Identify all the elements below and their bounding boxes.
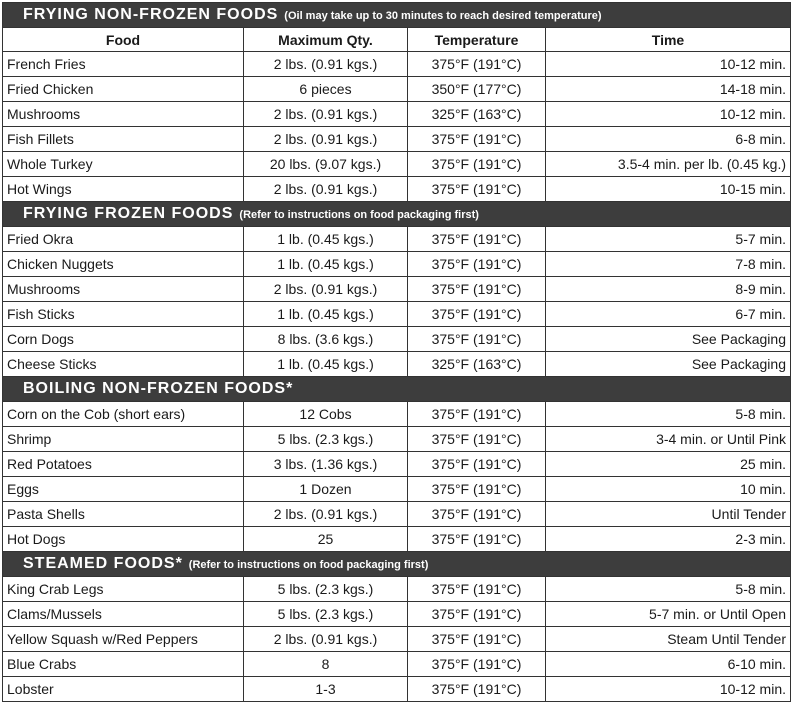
table-row	[3, 127, 791, 152]
table-row	[3, 102, 791, 127]
column-header-temp: Temperature	[408, 28, 546, 52]
time-cell: 14-18 min.	[546, 77, 791, 102]
quantity-cell: 1 lb. (0.45 kgs.)	[244, 252, 408, 277]
table-row	[3, 502, 791, 527]
food-cell: Yellow Squash w/Red Peppers	[3, 627, 244, 652]
table-row	[3, 77, 791, 102]
table-row	[3, 177, 791, 202]
food-cell: Cheese Sticks	[3, 352, 244, 377]
temperature-cell: 375°F (191°C)	[408, 302, 546, 327]
temperature-cell: 375°F (191°C)	[408, 327, 546, 352]
temperature-cell: 375°F (191°C)	[408, 502, 546, 527]
food-cell: Whole Turkey	[3, 152, 244, 177]
temperature-cell: 375°F (191°C)	[408, 602, 546, 627]
table-row	[3, 677, 791, 702]
quantity-cell: 2 lbs. (0.91 kgs.)	[244, 277, 408, 302]
quantity-cell: 2 lbs. (0.91 kgs.)	[244, 102, 408, 127]
food-cell: Lobster	[3, 677, 244, 702]
table-row	[3, 277, 791, 302]
time-cell: See Packaging	[546, 327, 791, 352]
quantity-cell: 1 Dozen	[244, 477, 408, 502]
temperature-cell: 375°F (191°C)	[408, 127, 546, 152]
quantity-cell: 2 lbs. (0.91 kgs.)	[244, 627, 408, 652]
food-cell: Pasta Shells	[3, 502, 244, 527]
table-row	[3, 327, 791, 352]
table-row	[3, 252, 791, 277]
table-row	[3, 477, 791, 502]
quantity-cell: 5 lbs. (2.3 kgs.)	[244, 577, 408, 602]
time-cell: 3-4 min. or Until Pink	[546, 427, 791, 452]
time-cell: 10-12 min.	[546, 677, 791, 702]
food-cell: Mushrooms	[3, 277, 244, 302]
table-row	[3, 402, 791, 427]
food-cell: Corn Dogs	[3, 327, 244, 352]
table-row	[3, 452, 791, 477]
cooking-chart-table	[2, 2, 791, 702]
temperature-cell: 375°F (191°C)	[408, 252, 546, 277]
food-cell: King Crab Legs	[3, 577, 244, 602]
quantity-cell: 1 lb. (0.45 kgs.)	[244, 352, 408, 377]
time-cell: 6-7 min.	[546, 302, 791, 327]
column-header-food: Food	[3, 28, 244, 52]
table-row	[3, 627, 791, 652]
temperature-cell: 375°F (191°C)	[408, 177, 546, 202]
table-row	[3, 302, 791, 327]
quantity-cell: 1-3	[244, 677, 408, 702]
section-title: STEAMED FOODS*	[23, 555, 183, 572]
food-cell: Clams/Mussels	[3, 602, 244, 627]
temperature-cell: 375°F (191°C)	[408, 477, 546, 502]
food-cell: Mushrooms	[3, 102, 244, 127]
food-cell: Chicken Nuggets	[3, 252, 244, 277]
section-note: (Refer to instructions on food packaging first)	[188, 559, 429, 571]
time-cell: 5-7 min. or Until Open	[546, 602, 791, 627]
section-title: FRYING FROZEN FOODS	[23, 205, 234, 222]
table-row	[3, 652, 791, 677]
section-cell	[3, 377, 791, 402]
temperature-cell: 325°F (163°C)	[408, 352, 546, 377]
quantity-cell: 3 lbs. (1.36 kgs.)	[244, 452, 408, 477]
quantity-cell: 2 lbs. (0.91 kgs.)	[244, 177, 408, 202]
column-header-row	[3, 28, 791, 52]
time-cell: 2-3 min.	[546, 527, 791, 552]
food-cell: Shrimp	[3, 427, 244, 452]
time-cell: 7-8 min.	[546, 252, 791, 277]
section-cell	[3, 3, 791, 28]
section-header-frying-non-frozen	[3, 3, 791, 28]
section-title: BOILING NON-FROZEN FOODS*	[23, 380, 294, 397]
time-cell: 6-10 min.	[546, 652, 791, 677]
time-cell: 10-12 min.	[546, 102, 791, 127]
food-cell: Fried Chicken	[3, 77, 244, 102]
column-header-qty: Maximum Qty.	[244, 28, 408, 52]
time-cell: 3.5-4 min. per lb. (0.45 kg.)	[546, 152, 791, 177]
cooking-chart-body	[3, 3, 791, 702]
temperature-cell: 375°F (191°C)	[408, 227, 546, 252]
quantity-cell: 5 lbs. (2.3 kgs.)	[244, 602, 408, 627]
table-row	[3, 577, 791, 602]
table-row	[3, 152, 791, 177]
food-cell: Fish Fillets	[3, 127, 244, 152]
quantity-cell: 5 lbs. (2.3 kgs.)	[244, 427, 408, 452]
section-note: (Oil may take up to 30 minutes to reach desired temperature)	[284, 10, 602, 22]
time-cell: Until Tender	[546, 502, 791, 527]
column-header-time: Time	[546, 28, 791, 52]
table-row	[3, 527, 791, 552]
food-cell: Corn on the Cob (short ears)	[3, 402, 244, 427]
food-cell: Eggs	[3, 477, 244, 502]
time-cell: 6-8 min.	[546, 127, 791, 152]
temperature-cell: 325°F (163°C)	[408, 102, 546, 127]
temperature-cell: 375°F (191°C)	[408, 402, 546, 427]
quantity-cell: 20 lbs. (9.07 kgs.)	[244, 152, 408, 177]
quantity-cell: 1 lb. (0.45 kgs.)	[244, 227, 408, 252]
time-cell: 8-9 min.	[546, 277, 791, 302]
time-cell: Steam Until Tender	[546, 627, 791, 652]
section-cell	[3, 202, 791, 227]
food-cell: French Fries	[3, 52, 244, 77]
food-cell: Hot Wings	[3, 177, 244, 202]
quantity-cell: 8 lbs. (3.6 kgs.)	[244, 327, 408, 352]
time-cell: 25 min.	[546, 452, 791, 477]
temperature-cell: 375°F (191°C)	[408, 527, 546, 552]
temperature-cell: 350°F (177°C)	[408, 77, 546, 102]
section-header-frying-frozen	[3, 202, 791, 227]
section-cell	[3, 552, 791, 577]
time-cell: 10-12 min.	[546, 52, 791, 77]
food-cell: Hot Dogs	[3, 527, 244, 552]
table-row	[3, 227, 791, 252]
quantity-cell: 6 pieces	[244, 77, 408, 102]
time-cell: See Packaging	[546, 352, 791, 377]
quantity-cell: 2 lbs. (0.91 kgs.)	[244, 52, 408, 77]
food-cell: Fried Okra	[3, 227, 244, 252]
quantity-cell: 8	[244, 652, 408, 677]
temperature-cell: 375°F (191°C)	[408, 427, 546, 452]
table-row	[3, 52, 791, 77]
section-header-boiling-non-frozen	[3, 377, 791, 402]
temperature-cell: 375°F (191°C)	[408, 677, 546, 702]
time-cell: 10 min.	[546, 477, 791, 502]
temperature-cell: 375°F (191°C)	[408, 52, 546, 77]
temperature-cell: 375°F (191°C)	[408, 627, 546, 652]
food-cell: Red Potatoes	[3, 452, 244, 477]
time-cell: 5-7 min.	[546, 227, 791, 252]
section-header-steamed	[3, 552, 791, 577]
time-cell: 5-8 min.	[546, 577, 791, 602]
table-row	[3, 427, 791, 452]
temperature-cell: 375°F (191°C)	[408, 577, 546, 602]
quantity-cell: 25	[244, 527, 408, 552]
quantity-cell: 12 Cobs	[244, 402, 408, 427]
temperature-cell: 375°F (191°C)	[408, 652, 546, 677]
temperature-cell: 375°F (191°C)	[408, 277, 546, 302]
table-row	[3, 602, 791, 627]
table-row	[3, 352, 791, 377]
food-cell: Blue Crabs	[3, 652, 244, 677]
quantity-cell: 1 lb. (0.45 kgs.)	[244, 302, 408, 327]
time-cell: 5-8 min.	[546, 402, 791, 427]
quantity-cell: 2 lbs. (0.91 kgs.)	[244, 127, 408, 152]
temperature-cell: 375°F (191°C)	[408, 152, 546, 177]
quantity-cell: 2 lbs. (0.91 kgs.)	[244, 502, 408, 527]
section-title: FRYING NON-FROZEN FOODS	[23, 6, 279, 23]
food-cell: Fish Sticks	[3, 302, 244, 327]
time-cell: 10-15 min.	[546, 177, 791, 202]
temperature-cell: 375°F (191°C)	[408, 452, 546, 477]
section-note: (Refer to instructions on food packaging first)	[239, 209, 479, 221]
